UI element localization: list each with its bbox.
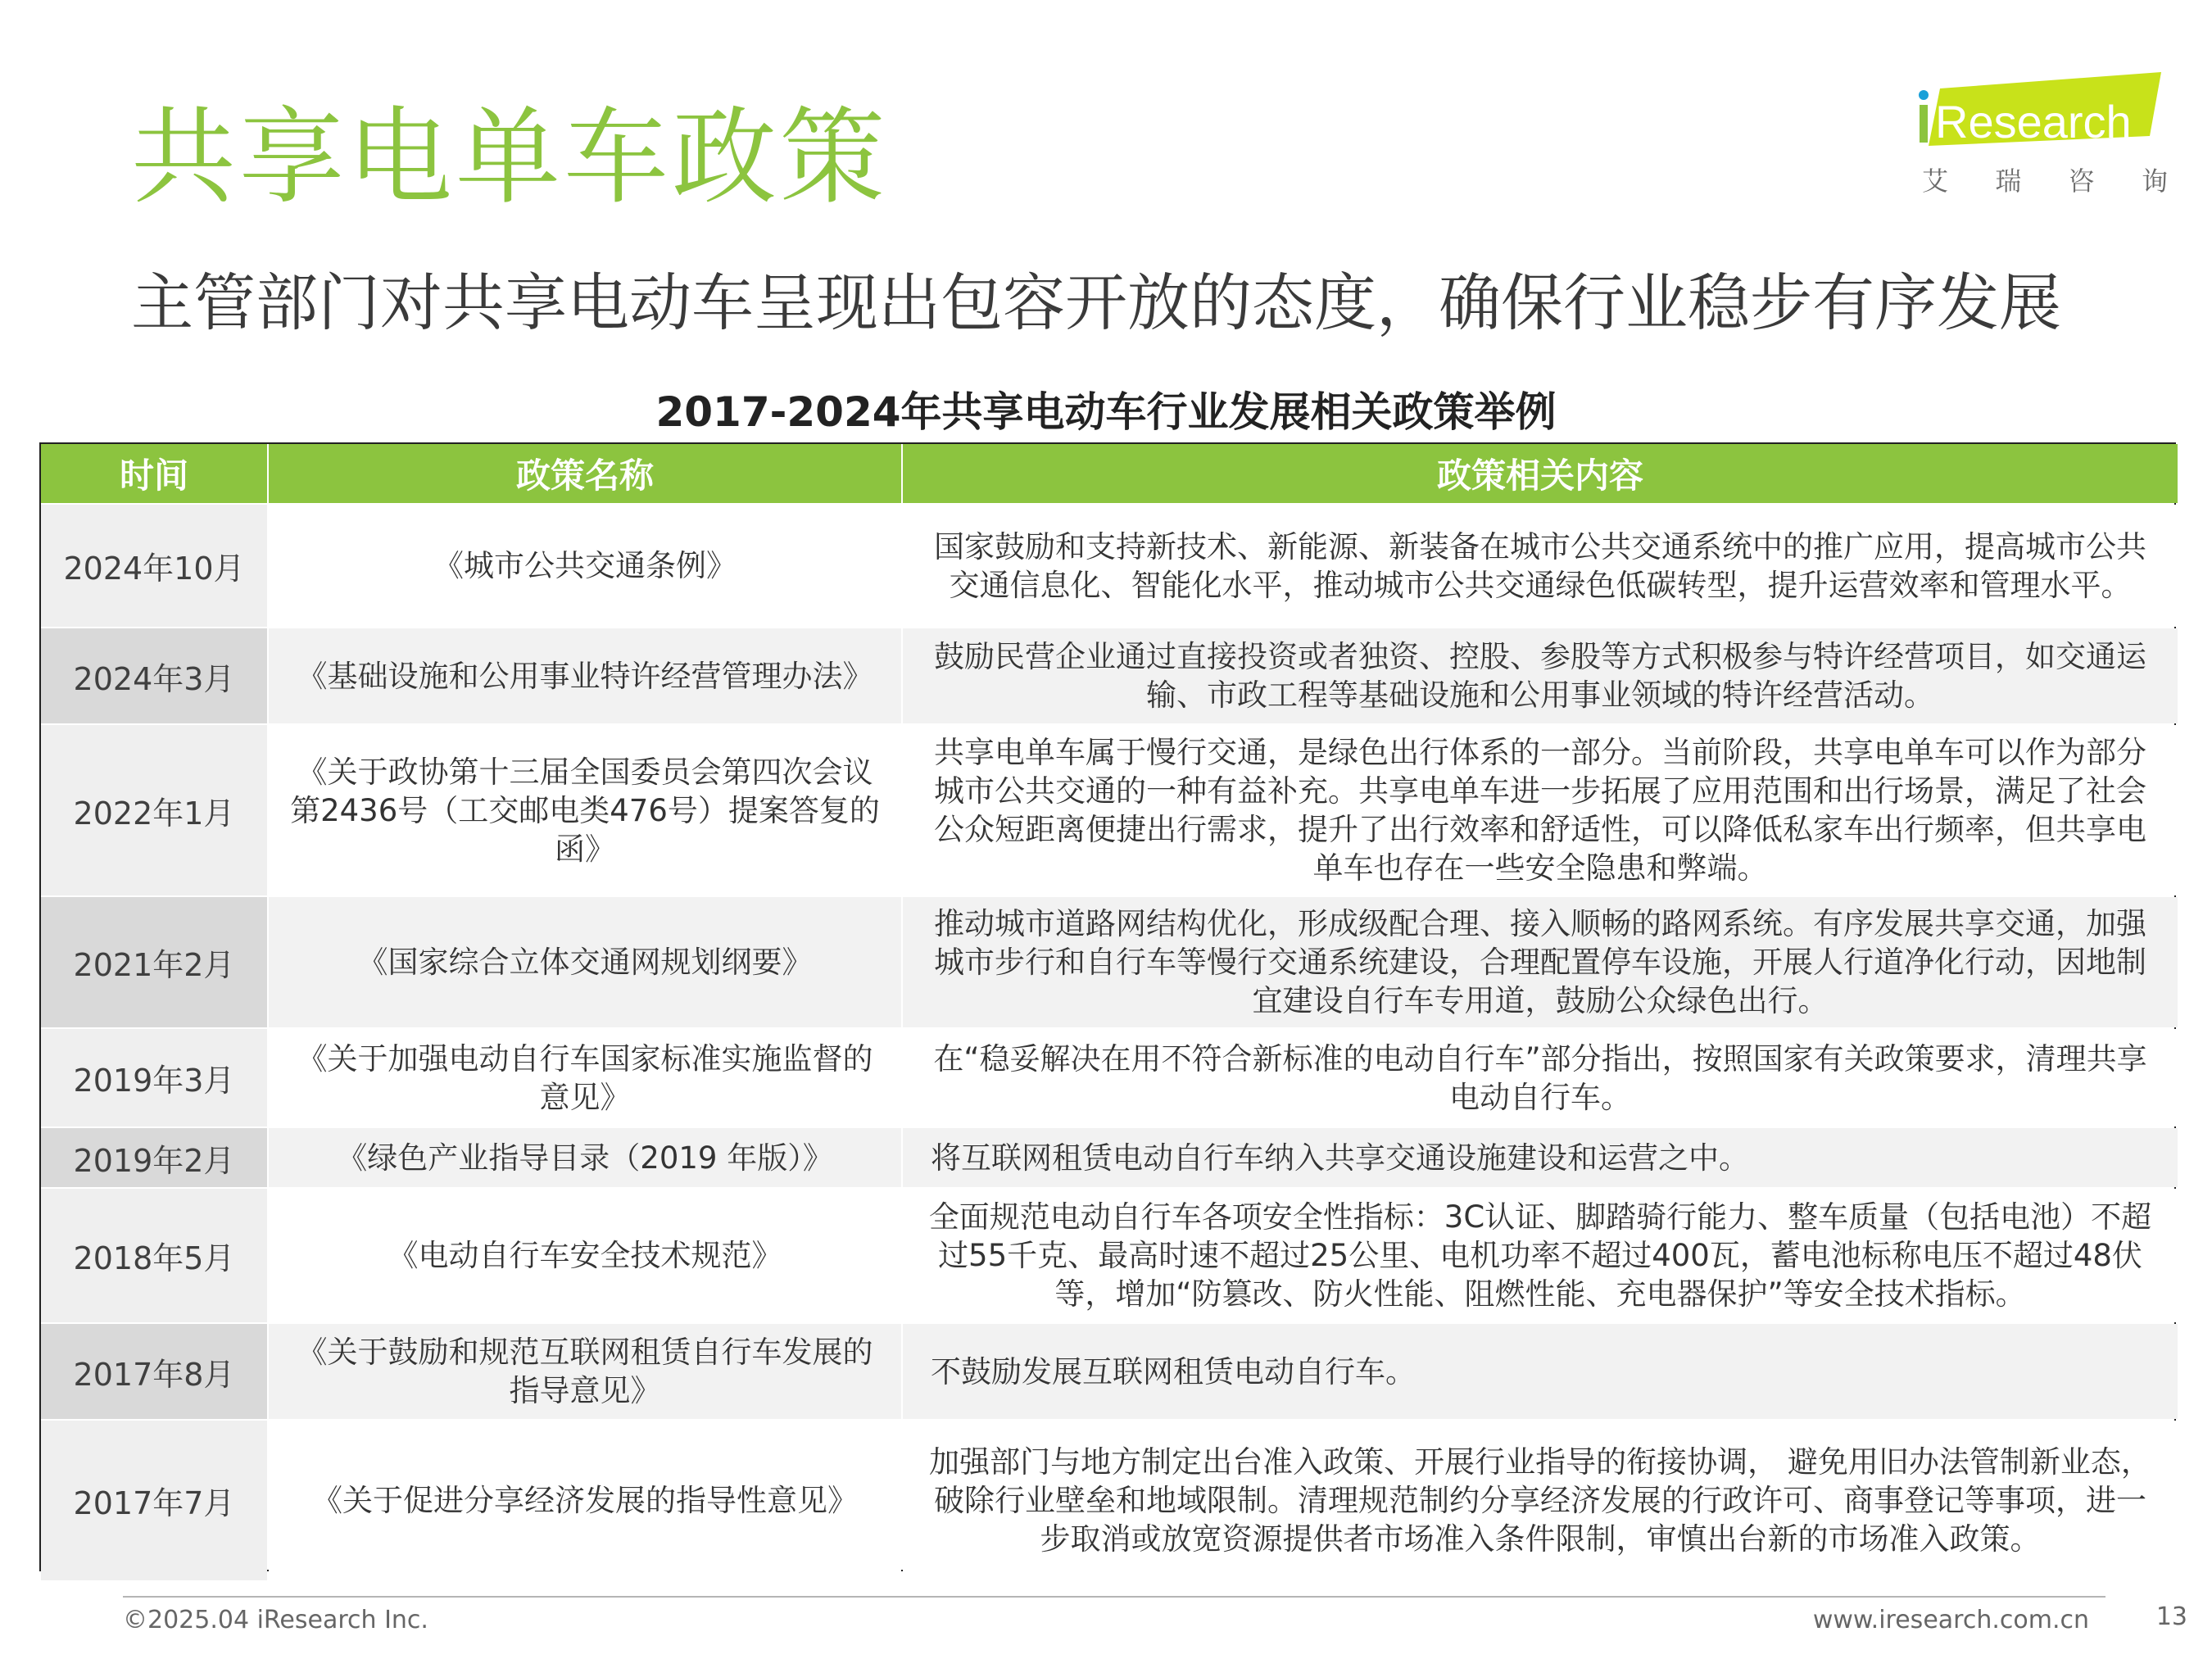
row-policy-content: 不鼓励发展互联网租赁电动自行车。: [903, 1324, 2178, 1419]
row-policy-name: 《关于促进分享经济发展的指导性意见》: [269, 1421, 901, 1580]
row-policy-name: 《绿色产业指导目录（2019 年版）》: [269, 1128, 901, 1187]
policy-table: [39, 442, 2176, 1571]
header-date: 时间: [41, 444, 267, 503]
logo-char: 询: [2141, 165, 2168, 197]
header-policy-name: 政策名称: [269, 444, 901, 503]
table-title: 2017-2024年共享电动车行业发展相关政策举例: [655, 388, 1557, 436]
row-policy-content: 加强部门与地方制定出台准入政策、开展行业指导的衔接协调， 避免用旧办法管制新业态，破除行业壁垒和地域限制。清理规范制约分享经济发展的行政许可、商事登记等事项，进一步取消或放宽资源提供者市场准入条件限制，审慎出台新的市场准入政策。: [903, 1421, 2178, 1580]
row-policy-name: 《关于政协第十三届全国委员会第四次会议第2436号（工交邮电类476号）提案答复的函》: [269, 725, 901, 895]
row-policy-content: 全面规范电动自行车各项安全性指标：3C认证、脚踏骑行能力、整车质量（包括电池）不超过55千克、最高时速不超过25公里、电机功率不超过400瓦，蓄电池标称电压不超过48伏等，增加“防篡改、防火性能、阻燃性能、充电器保护”等安全技术指标。: [903, 1189, 2178, 1322]
row-date: 2022年1月: [41, 725, 267, 895]
logo-char: 瑞: [1995, 165, 2022, 197]
row-policy-content: 推动城市道路网结构优化，形成级配合理、接入顺畅的路网系统。有序发展共享交通，加强城市步行和自行车等慢行交通系统建设，合理配置停车设施，开展人行道净化行动，因地制宜建设自行车专用道，鼓励公众绿色出行。: [903, 897, 2178, 1027]
svg-text:Research: Research: [1935, 96, 2132, 147]
page-subtitle: 主管部门对共享电动车呈现出包容开放的态度，确保行业稳步有序发展: [131, 266, 2061, 339]
header-policy-content: 政策相关内容: [903, 444, 2178, 503]
row-policy-name: 《关于鼓励和规范互联网租赁自行车发展的指导意见》: [269, 1324, 901, 1419]
footer-copyright: ©2025.04 iResearch Inc.: [123, 1606, 428, 1634]
iresearch-logo-mark: [1907, 72, 2161, 154]
row-date: 2018年5月: [41, 1189, 267, 1322]
row-date: 2017年7月: [41, 1421, 267, 1580]
row-policy-name: 《电动自行车安全技术规范》: [269, 1189, 901, 1322]
logo-chinese-name: [1922, 161, 2168, 198]
logo-char: 艾: [1922, 165, 1949, 197]
row-policy-content: 鼓励民营企业通过直接投资或者独资、控股、参股等方式积极参与特许经营项目，如交通运输、市政工程等基础设施和公用事业领域的特许经营活动。: [903, 628, 2178, 723]
page-title: 共享电单车政策: [131, 97, 889, 219]
row-date: 2021年2月: [41, 897, 267, 1027]
footer-website-link[interactable]: www.iresearch.com.cn: [1812, 1606, 2089, 1634]
row-policy-name: 《基础设施和公用事业特许经营管理办法》: [269, 628, 901, 723]
row-date: 2019年2月: [41, 1128, 267, 1187]
iresearch-logo: [1907, 72, 2168, 197]
row-date: 2024年10月: [41, 505, 267, 627]
row-policy-content: 共享电单车属于慢行交通，是绿色出行体系的一部分。当前阶段，共享电单车可以作为部分城市公共交通的一种有益补充。共享电单车进一步拓展了应用范围和出行场景，满足了社会公众短距离便捷出行需求，提升了出行效率和舒适性，可以降低私家车出行频率，但共享电单车也存在一些安全隐患和弊端。: [903, 725, 2178, 895]
row-date: 2017年8月: [41, 1324, 267, 1419]
row-policy-content: 国家鼓励和支持新技术、新能源、新装备在城市公共交通系统中的推广应用，提高城市公共交通信息化、智能化水平，推动城市公共交通绿色低碳转型，提升运营效率和管理水平。: [903, 505, 2178, 627]
footer-divider: [123, 1596, 2105, 1598]
row-policy-name: 《国家综合立体交通网规划纲要》: [269, 897, 901, 1027]
row-policy-name: 《关于加强电动自行车国家标准实施监督的意见》: [269, 1029, 901, 1126]
row-date: 2024年3月: [41, 628, 267, 723]
row-date: 2019年3月: [41, 1029, 267, 1126]
row-policy-content: 将互联网租赁电动自行车纳入共享交通设施建设和运营之中。: [903, 1128, 2178, 1187]
row-policy-name: 《城市公共交通条例》: [269, 505, 901, 627]
page-number: 13: [2155, 1602, 2187, 1631]
logo-char: 咨: [2068, 165, 2095, 197]
row-policy-content: 在“稳妥解决在用不符合新标准的电动自行车”部分指出，按照国家有关政策要求，清理共享电动自行车。: [903, 1029, 2178, 1126]
